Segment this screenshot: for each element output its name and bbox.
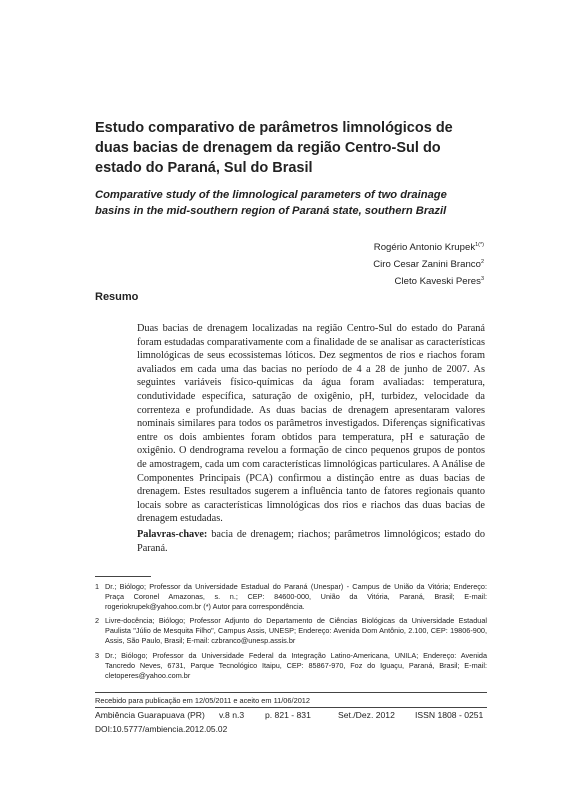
journal-volume: v.8 n.3 — [219, 710, 245, 720]
author-3 — [373, 272, 484, 289]
author-affiliation-mark: 3 — [480, 276, 484, 283]
footnote-text: Livre-docência; Biólogo; Professor Adjunto do Departamento de Ciências Biológicas da Universidade Estadual Paulista "Júlio de Mesquita Filho", Campus Assis, UNESP; Endereço: Avenida Dom Antônio, 2.100, CEP: 19806-900, Assis, São Paulo, Brasil; E-mail: czbranco@unesp.assis.br — [105, 616, 487, 646]
footnote — [95, 582, 487, 612]
author-1 — [373, 238, 484, 255]
footnote-text: Dr.; Biólogo; Professor da Universidade Federal da Integração Latino-Americana, UNILA; Endereço: Avenida Tancredo Neves, 6731, Parque Tecnológico Itaipu, CEP: 85867-970, Foz do Iguaçu, Paraná, Brasil; E-mail: cletoperes@yahoo.com.br — [105, 650, 487, 680]
author-name: Ciro Cesar Zanini Branco — [373, 259, 481, 271]
received-date: Recebido para publicação em 12/05/2011 e aceito em 11/06/2012 — [95, 696, 311, 705]
footnote-number: 2 — [95, 616, 100, 626]
keywords — [137, 528, 485, 555]
article-title: Estudo comparativo de parâmetros limnológicos de duas bacias de drenagem da região Centro-Sul do estado do Paraná, Sul do Brasil — [95, 120, 453, 176]
footnotes — [95, 582, 487, 685]
article-subtitle-english: Comparative study of the limnological parameters of two drainage basins in the mid-southern region of Paraná state, southern Brazil — [95, 189, 447, 217]
footnote-number: 3 — [95, 650, 100, 660]
abstract-text: Duas bacias de drenagem localizadas na região Centro-Sul do estado do Paraná foram estudadas comparativamente com a finalidade de se analisar as características limnológicas de seus ecossistemas lóticos. Dez segmentos de rios e riachos foram avaliados em cada uma das bacias no período de 4 a 28 de junho de 2007. As seguintes variáveis físico-químicas da água foram avaliadas: temperatura, condutividade específica, saturação de oxigênio, pH, turbidez, velocidade da correnteza e profundidade. As duas bacias de drenagem apresentaram valores nominais similares para todos os parâmetros investigados. Diferenças significativas entre os dois ambientes foram obtidos para temperatura, pH e saturação de oxigênio. O dendrograma revelou a formação de cinco pequenos grupos de pontos de amostragem, cada um com características limnológicas particulares. A Análise de Componentes Principais (PCA) confirmou a distinção entre as duas bacias de drenagem. Estes resultados sugerem a influência tanto de fatores regionais quanto locais sobre as características limnológicas dos rios e riachos das duas bacias de drenagem estudadas. — [137, 323, 485, 525]
footnote-text: Dr.; Biólogo; Professor da Universidade Estadual do Paraná (Unespar) - Campus de União da Vitória; Endereço: Praça Coronel Amazonas, s. n.; CEP: 84600-000, União da Vitória, Paraná, Brasil; E-mail: rogeriokrupek@yahoo.com.br (*) Autor para correspondência. — [105, 582, 487, 612]
footnote — [95, 651, 487, 681]
keywords-text: bacia de drenagem; riachos; parâmetros limnológicos; estado do Paraná. — [137, 529, 485, 554]
abstract-heading: Resumo — [95, 291, 139, 303]
author-name: Rogério Antonio Krupek — [373, 242, 476, 254]
footnote-number: 1 — [95, 582, 100, 591]
journal-divider — [95, 707, 487, 708]
author-list — [373, 238, 484, 290]
journal-pages: p. 821 - 831 — [265, 710, 311, 720]
author-2 — [373, 255, 484, 272]
keywords-label: Palavras-chave: — [137, 529, 208, 540]
received-divider — [95, 692, 487, 693]
author-name: Cleto Kaveski Peres — [394, 276, 481, 288]
footnote — [95, 616, 487, 646]
author-affiliation-mark: 2 — [480, 259, 484, 266]
doi: DOI:10.5777/ambiencia.2012.05.02 — [95, 724, 228, 734]
journal-date: Set./Dez. 2012 — [338, 710, 395, 720]
journal-issn: ISSN 1808 - 0251 — [415, 710, 484, 720]
journal-name: Ambiência Guarapuava (PR) — [95, 710, 205, 720]
footnote-divider — [95, 576, 151, 577]
author-affiliation-mark: 1(*) — [475, 242, 484, 248]
